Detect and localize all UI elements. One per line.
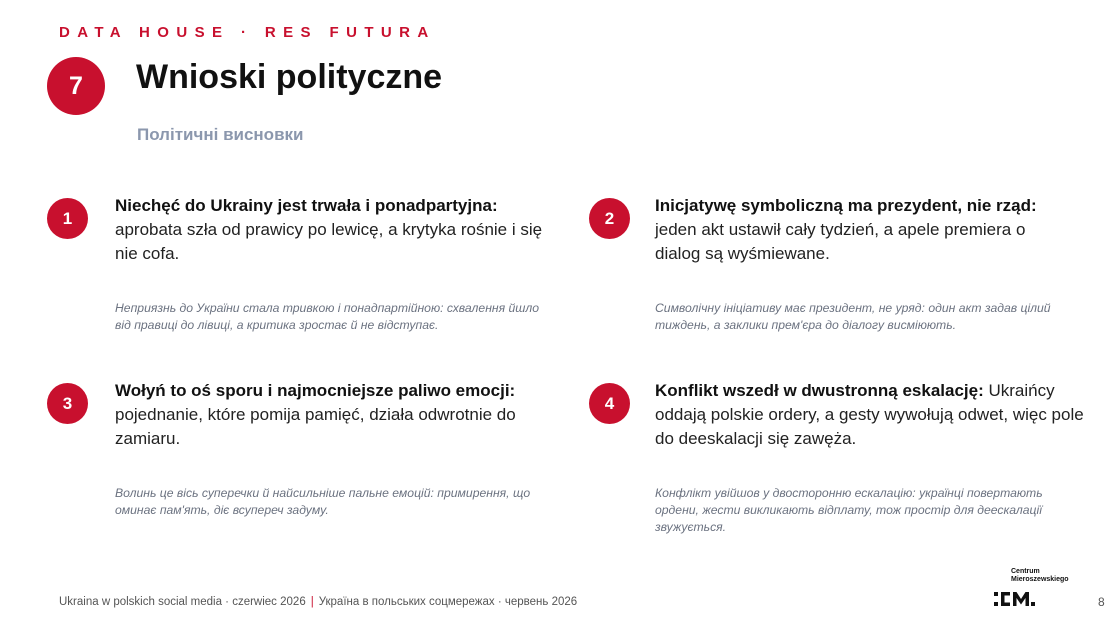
footer-separator: | — [310, 596, 314, 608]
item-body: jeden akt ustawił cały tydzień, a apele premiera o dialog są wyśmiewane. — [655, 220, 1026, 263]
item-text-ua: Символічну ініціативу має президент, не уряд: один акт задав цілий тиждень, а заклики прем'єра до діалогу висміюють. — [655, 301, 1051, 332]
centrum-mieroszewskiego-logo-icon — [992, 590, 1038, 610]
section-number-badge: 7 — [47, 57, 105, 115]
item-lead: Wołyń to oś sporu i najmocniejsze paliwo emocji: — [115, 381, 516, 400]
footer-caption — [59, 596, 577, 608]
item-body: pojednanie, które pomija pamięć, działa odwrotnie do zamiaru. — [115, 405, 516, 448]
item-text-ua: Волинь це вісь суперечки й найсильніше пальне емоцій: примирення, що оминає пам'ять, діє всупереч задуму. — [115, 486, 531, 517]
item-text-ua: Неприязнь до України стала тривкою і понадпартійною: схвалення йшло від правиці до лівиці, а критика зростає й не відступає. — [115, 301, 540, 332]
item-number-badge: 3 — [47, 383, 88, 424]
item-body: Ukraińcy oddają polskie ordery, a gesty wywołują odwet, więc pole do deeskalacji się zawęża. — [655, 381, 1084, 448]
footer-right: Україна в польських соцмережах · червень 2026 — [318, 596, 578, 608]
logo-text: Centrum Mieroszewskiego — [1011, 568, 1069, 583]
conclusion-item-3 — [62, 379, 535, 517]
item-text-ua: Конфлікт увійшов у двосторонню ескалацію: українці повертають ордени, жести викликають відплату, тож простір для деескалації звужується. — [655, 486, 1043, 534]
page-subtitle: Політичні висновки — [137, 125, 304, 144]
item-text-pl — [115, 194, 555, 266]
footer-left: Ukraina w polskich social media · czerwiec 2026 — [59, 596, 306, 608]
brand-header: DATA HOUSE · RES FUTURA — [59, 24, 436, 41]
page-title: Wnioski polityczne — [136, 58, 443, 96]
item-lead: Niechęć do Ukrainy jest trwała i ponadpartyjna: — [115, 196, 498, 215]
item-number-badge: 1 — [47, 198, 88, 239]
item-text-pl — [655, 379, 1085, 451]
item-lead: Inicjatywę symboliczną ma prezydent, nie rząd: — [655, 196, 1037, 215]
item-text-pl — [655, 194, 1075, 266]
item-number-badge: 4 — [589, 383, 630, 424]
page-number: 8 — [1098, 595, 1105, 609]
conclusion-item-4 — [604, 379, 1085, 534]
item-body: aprobata szła od prawicy po lewicę, a krytyka rośnie i się nie cofa. — [115, 220, 543, 263]
item-text-pl — [115, 379, 535, 451]
conclusion-item-2 — [604, 194, 1075, 332]
item-number-badge: 2 — [589, 198, 630, 239]
item-lead: Konflikt wszedł w dwustronną eskalację: — [655, 381, 984, 400]
conclusion-item-1 — [62, 194, 555, 332]
